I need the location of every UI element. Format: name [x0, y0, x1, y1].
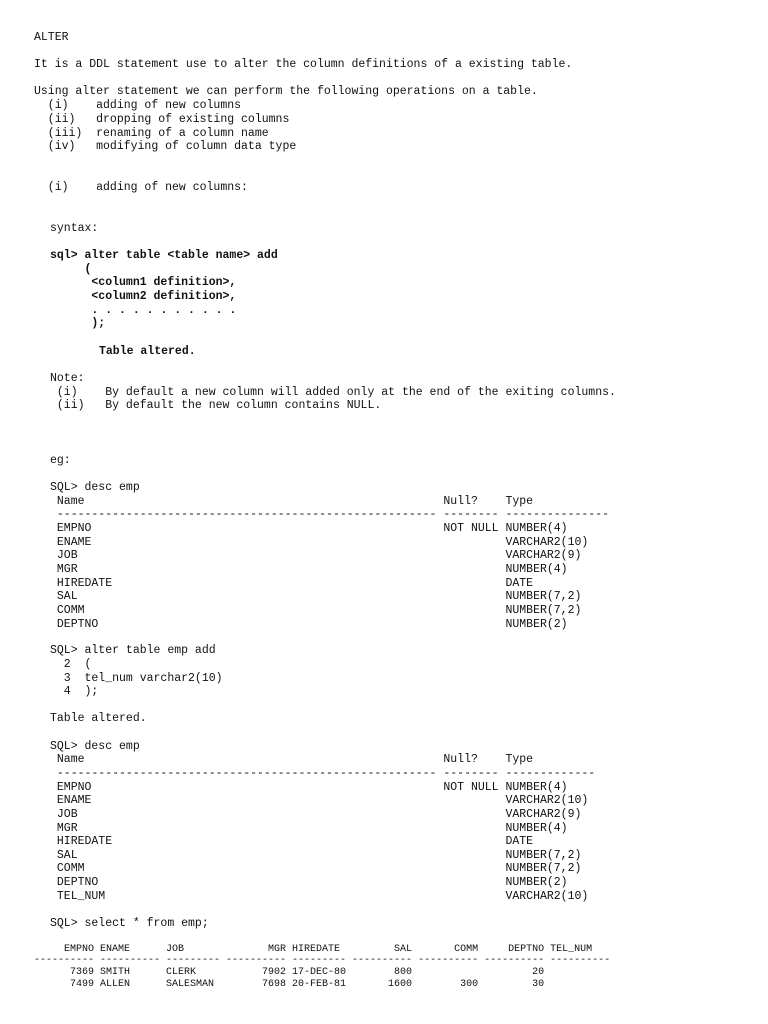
operation-item: (ii) dropping of existing columns: [34, 113, 290, 126]
note-item: (i) By default a new column will added only at the end of the exiting columns.: [50, 386, 616, 399]
syntax-line: <column2 definition>,: [50, 290, 237, 303]
note-item: (ii) By default the new column contains NULL.: [50, 399, 382, 412]
select-row: 7369 SMITH CLERK 7902 17-DEC-80 800 20: [34, 967, 545, 978]
syntax-label: syntax:: [50, 222, 99, 235]
operation-item: (iii) renaming of a column name: [34, 127, 269, 140]
select-separator: ---------- ---------- --------- ---------- --------- ---------- ---------- ---------- ----------: [34, 955, 611, 966]
desc-row: ENAME VARCHAR2(10): [50, 536, 589, 549]
desc-separator: ------------------------------------------------------- -------- -------------: [50, 767, 596, 780]
desc-row: TEL_NUM VARCHAR2(10): [50, 890, 589, 903]
sql-command: SQL> select * from emp;: [50, 917, 209, 930]
select-row: 7499 ALLEN SALESMAN 7698 20-FEB-81 1600 300 30: [34, 979, 545, 990]
syntax-line: . . . . . . . . . . .: [50, 304, 237, 317]
desc-row: MGR NUMBER(4): [50, 822, 568, 835]
desc-row: SAL NUMBER(7,2): [50, 590, 582, 603]
desc-row: MGR NUMBER(4): [50, 563, 568, 576]
desc-row: COMM NUMBER(7,2): [50, 604, 582, 617]
intro-text: It is a DDL statement use to alter the column definitions of a existing table.: [34, 58, 573, 71]
desc-row: DEPTNO NUMBER(2): [50, 618, 568, 631]
desc-row: DEPTNO NUMBER(2): [50, 876, 568, 889]
desc-header: Name Null? Type: [50, 753, 534, 766]
desc-row: EMPNO NOT NULL NUMBER(4): [50, 522, 568, 535]
desc-row: SAL NUMBER(7,2): [50, 849, 582, 862]
sql-command-line: 4 );: [50, 685, 99, 698]
syntax-line: <column1 definition>,: [50, 276, 237, 289]
desc-row: COMM NUMBER(7,2): [50, 862, 582, 875]
sql-result: Table altered.: [50, 712, 147, 725]
syntax-line: (: [50, 263, 92, 276]
sql-command: SQL> desc emp: [50, 740, 140, 753]
desc-row: HIREDATE DATE: [50, 577, 534, 590]
operation-item: (iv) modifying of column data type: [34, 140, 297, 153]
sql-command: SQL> desc emp: [50, 481, 140, 494]
operation-item: (i) adding of new columns: [34, 99, 242, 112]
sql-command-line: 2 (: [50, 658, 92, 671]
doc-title: ALTER: [34, 31, 69, 44]
operations-intro: Using alter statement we can perform the following operations on a table.: [34, 85, 538, 98]
desc-row: HIREDATE DATE: [50, 835, 534, 848]
syntax-line: sql> alter table <table name> add: [50, 249, 278, 262]
section-heading: (i) adding of new columns:: [34, 181, 248, 194]
desc-row: JOB VARCHAR2(9): [50, 808, 582, 821]
syntax-result: Table altered.: [99, 345, 196, 358]
sql-command: SQL> alter table emp add: [50, 644, 216, 657]
note-label: Note:: [50, 372, 85, 385]
select-header: EMPNO ENAME JOB MGR HIREDATE SAL COMM DEPTNO TEL_NUM: [34, 944, 593, 955]
desc-row: EMPNO NOT NULL NUMBER(4): [50, 781, 568, 794]
desc-header: Name Null? Type: [50, 495, 534, 508]
sql-command-line: 3 tel_num varchar2(10): [50, 672, 223, 685]
desc-row: JOB VARCHAR2(9): [50, 549, 582, 562]
desc-row: ENAME VARCHAR2(10): [50, 794, 589, 807]
syntax-line: );: [50, 317, 106, 330]
desc-separator: ------------------------------------------------------- -------- ---------------: [50, 508, 609, 521]
example-label: eg:: [50, 454, 71, 467]
